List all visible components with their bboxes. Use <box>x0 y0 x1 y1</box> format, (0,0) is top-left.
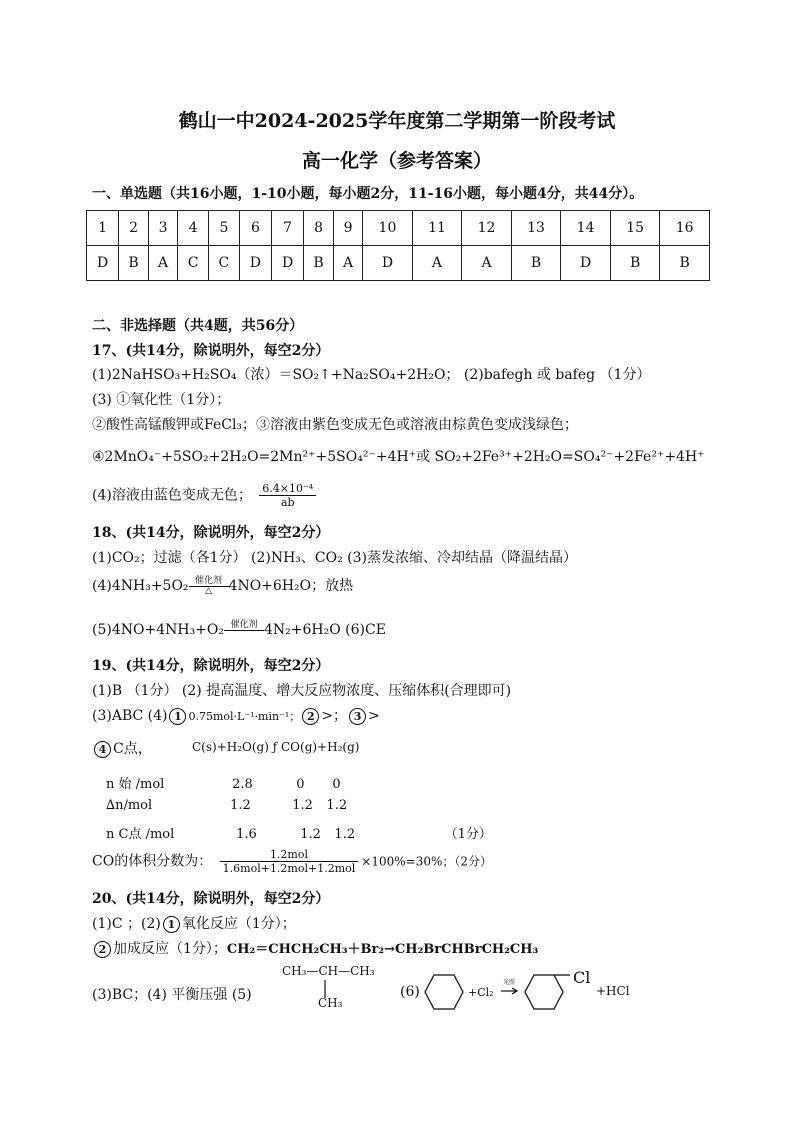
answer-letter-cell: D <box>239 246 271 281</box>
question-number-cell: 13 <box>511 211 561 246</box>
q19-volume-fraction-label: CO的体积分数为： <box>92 853 213 870</box>
light-condition: 光照 <box>503 979 516 986</box>
q19-line2-a: (3)ABC (4) <box>92 708 168 724</box>
q19-result: ×100%=30%；（2分） <box>361 854 493 869</box>
q18-header: 18、(共14分，除说明外，每空2分） <box>92 525 330 541</box>
circled-number-4: 4 <box>94 741 111 758</box>
q18-line3 <box>92 620 386 640</box>
q17-line1: (1)2NaHSO₃+H₂SO₄（浓）＝SO₂↑+Na₂SO₄+2H₂O； (2)bafegh 或 bafeg （1分） <box>92 367 651 383</box>
question-number-cell: 8 <box>304 211 334 246</box>
answer-letter-cell: C <box>209 246 240 281</box>
section1-heading: 一、单选题（共16小题，1-10小题，每小题2分，11-16小题，每小题4分，共44分）。 <box>92 186 644 202</box>
q20-addition: 加成反应（1分）； <box>113 941 227 957</box>
q19-header: 19、(共14分，除说明外，每空2分） <box>92 658 330 674</box>
question-number-cell: 15 <box>610 211 660 246</box>
question-number-cell: 2 <box>119 211 149 246</box>
row-value: 0 <box>296 777 305 792</box>
arrow-right-icon <box>500 986 520 996</box>
q19-line2-d: > <box>368 708 380 724</box>
isobutane-bottom: CH₃ <box>318 996 343 1010</box>
answer-letter-cell: D <box>561 246 611 281</box>
row-value: 1.2 <box>300 827 321 842</box>
q18-eq4-left: (4)4NH₃+5O₂ <box>92 578 189 594</box>
row-label: n C点 /mol <box>106 827 175 842</box>
q20-line3-a: (3)BC；(4) 平衡压强 (5) <box>92 987 252 1003</box>
q17-line4: ④2MnO₄⁻+5SO₂+2H₂O=2Mn²⁺+5SO₄²⁻+4H⁺或 SO₂+2Fe³⁺+2H₂O=SO₄²⁻+2Fe²⁺+4H⁺ <box>92 449 705 465</box>
q19-line4 <box>92 848 492 875</box>
chlorocyclohexane-icon <box>524 972 576 1012</box>
row-value: 1.2 <box>230 798 251 813</box>
q17-line5 <box>92 482 319 509</box>
answer-letter-cell: A <box>412 246 462 281</box>
question-number-cell: 11 <box>412 211 462 246</box>
catalyst-arrow <box>224 620 264 640</box>
q19-row-point-c <box>106 823 492 842</box>
row-value: 1.6 <box>236 827 257 842</box>
answer-letter-cell: B <box>610 246 660 281</box>
cyclohexane-icon <box>424 972 464 1012</box>
answer-letter-cell: A <box>148 246 177 281</box>
question-number-cell: 3 <box>148 211 177 246</box>
answer-letter-cell: B <box>304 246 334 281</box>
circled-number-3: 3 <box>349 708 366 725</box>
exam-subtitle: 高一化学（参考答案） <box>301 150 492 172</box>
q19-row-change <box>106 798 358 813</box>
q19-line2 <box>92 705 380 725</box>
q18-line2 <box>92 575 353 596</box>
row-label: ∆n/mol <box>106 798 153 813</box>
q19-line2-c: >； <box>321 708 348 724</box>
heat-label: △ <box>205 586 212 596</box>
answer-number-row <box>87 211 710 246</box>
q20-line1 <box>92 913 296 933</box>
answer-letter-cell: B <box>119 246 149 281</box>
row-value: 1.2 <box>334 827 356 842</box>
answer-letter-cell: C <box>178 246 209 281</box>
answer-table <box>86 210 710 281</box>
plus-chlorine: +Cl₂ <box>468 986 494 999</box>
q20-oxidation: 氧化反应（1分）； <box>181 916 296 932</box>
question-number-cell: 12 <box>462 211 512 246</box>
question-number-cell: 5 <box>209 211 240 246</box>
q18-line1: (1)CO₂；过滤（各1分） (2)NH₃、CO₂ (3)蒸发浓缩、冷却结晶（降温结晶） <box>92 550 577 566</box>
q17-header: 17、(共14分，除说明外，每空2分） <box>92 343 330 359</box>
q18-eq5-right: 4N₂+6H₂O (6)CE <box>264 622 386 638</box>
answer-letter-cell: D <box>272 246 304 281</box>
catalyst-arrow <box>189 576 229 596</box>
answer-letter-cell: D <box>87 246 119 281</box>
q18-eq5-left: (5)4NO+4NH₃+O₂ <box>92 622 224 638</box>
q19-fraction-numerator: 1.2mol <box>220 848 359 862</box>
q19-equation: C(s)+H₂O(g) ƒ CO(g)+H₂(g) <box>192 740 360 754</box>
q19-fraction-denominator: 1.6mol+1.2mol+1.2mol <box>222 862 356 875</box>
row-value: 1.2 <box>292 798 313 813</box>
question-number-cell: 14 <box>561 211 611 246</box>
section2-heading: 二、非选择题（共4题，共56分） <box>92 318 304 334</box>
question-number-cell: 7 <box>272 211 304 246</box>
isobutane-top: CH₃—CH—CH₃ <box>282 964 375 978</box>
circled-number-1: 1 <box>163 916 180 933</box>
q20-part6-label: (6) <box>400 984 420 1000</box>
q20-addition-equation: CH₂＝CHCH₂CH₃＋Br₂→CH₂BrCHBrCH₂CH₃ <box>226 942 539 957</box>
catalyst-label: 催化剂 <box>230 620 258 630</box>
question-number-cell: 10 <box>363 211 413 246</box>
question-number-cell: 4 <box>178 211 209 246</box>
q19-point-c: C点， <box>113 741 152 757</box>
q17-line3: ②酸性高锰酸钾或FeCl₃；③溶液由紫色变成无色或溶液由棕黄色变成浅绿色； <box>92 417 579 433</box>
q20-header: 20、(共14分，除说明外，每空2分） <box>92 891 330 907</box>
answer-letter-cell: A <box>333 246 362 281</box>
q19-line3 <box>92 738 152 758</box>
row-label: n 始 /mol <box>106 777 165 792</box>
q17-line5-text: (4)溶液由蓝色变成无色； <box>92 487 252 504</box>
row-value: 0 <box>332 777 341 792</box>
answer-letter-row <box>87 246 710 281</box>
exam-title: 鹤山一中2024-2025学年度第二学期第一阶段考试 <box>178 110 616 132</box>
row-score: （1分） <box>444 827 492 842</box>
circled-number-2: 2 <box>94 941 111 958</box>
q19-fraction <box>220 848 359 875</box>
question-number-cell: 6 <box>239 211 271 246</box>
answer-letter-cell: B <box>511 246 561 281</box>
q20-line3 <box>92 984 252 1004</box>
q17-fraction-denominator: ab <box>280 496 295 509</box>
chlorine-label: Cl <box>573 968 591 987</box>
q17-fraction <box>259 482 316 509</box>
question-number-cell: 16 <box>660 211 710 246</box>
catalyst-label: 催化剂 <box>195 576 223 586</box>
q19-rate: 0.75mol·L⁻¹·min⁻¹； <box>188 710 301 723</box>
q18-eq4-right: 4NO+6H₂O；放热 <box>228 578 354 594</box>
question-number-cell: 9 <box>333 211 362 246</box>
answer-letter-cell: D <box>363 246 413 281</box>
hcl-product: +HCl <box>596 984 630 998</box>
row-value: 1.2 <box>326 798 348 813</box>
q20-line2 <box>92 938 538 958</box>
answer-letter-cell: A <box>462 246 512 281</box>
q17-fraction-numerator: 6.4×10⁻⁴ <box>259 482 316 496</box>
answer-letter-cell: B <box>660 246 710 281</box>
q17-line2: (3) ①氧化性（1分）； <box>92 392 231 408</box>
q19-row-initial <box>106 773 364 792</box>
q20-line1-a: (1)C ；(2) <box>92 916 161 932</box>
row-value: 2.8 <box>232 777 253 792</box>
question-number-cell: 1 <box>87 211 119 246</box>
circled-number-1: 1 <box>169 708 186 725</box>
circled-number-2: 2 <box>302 708 319 725</box>
q19-line1: (1)B （1分） (2) 提高温度、增大反应物浓度、压缩体积(合理即可) <box>92 683 512 699</box>
